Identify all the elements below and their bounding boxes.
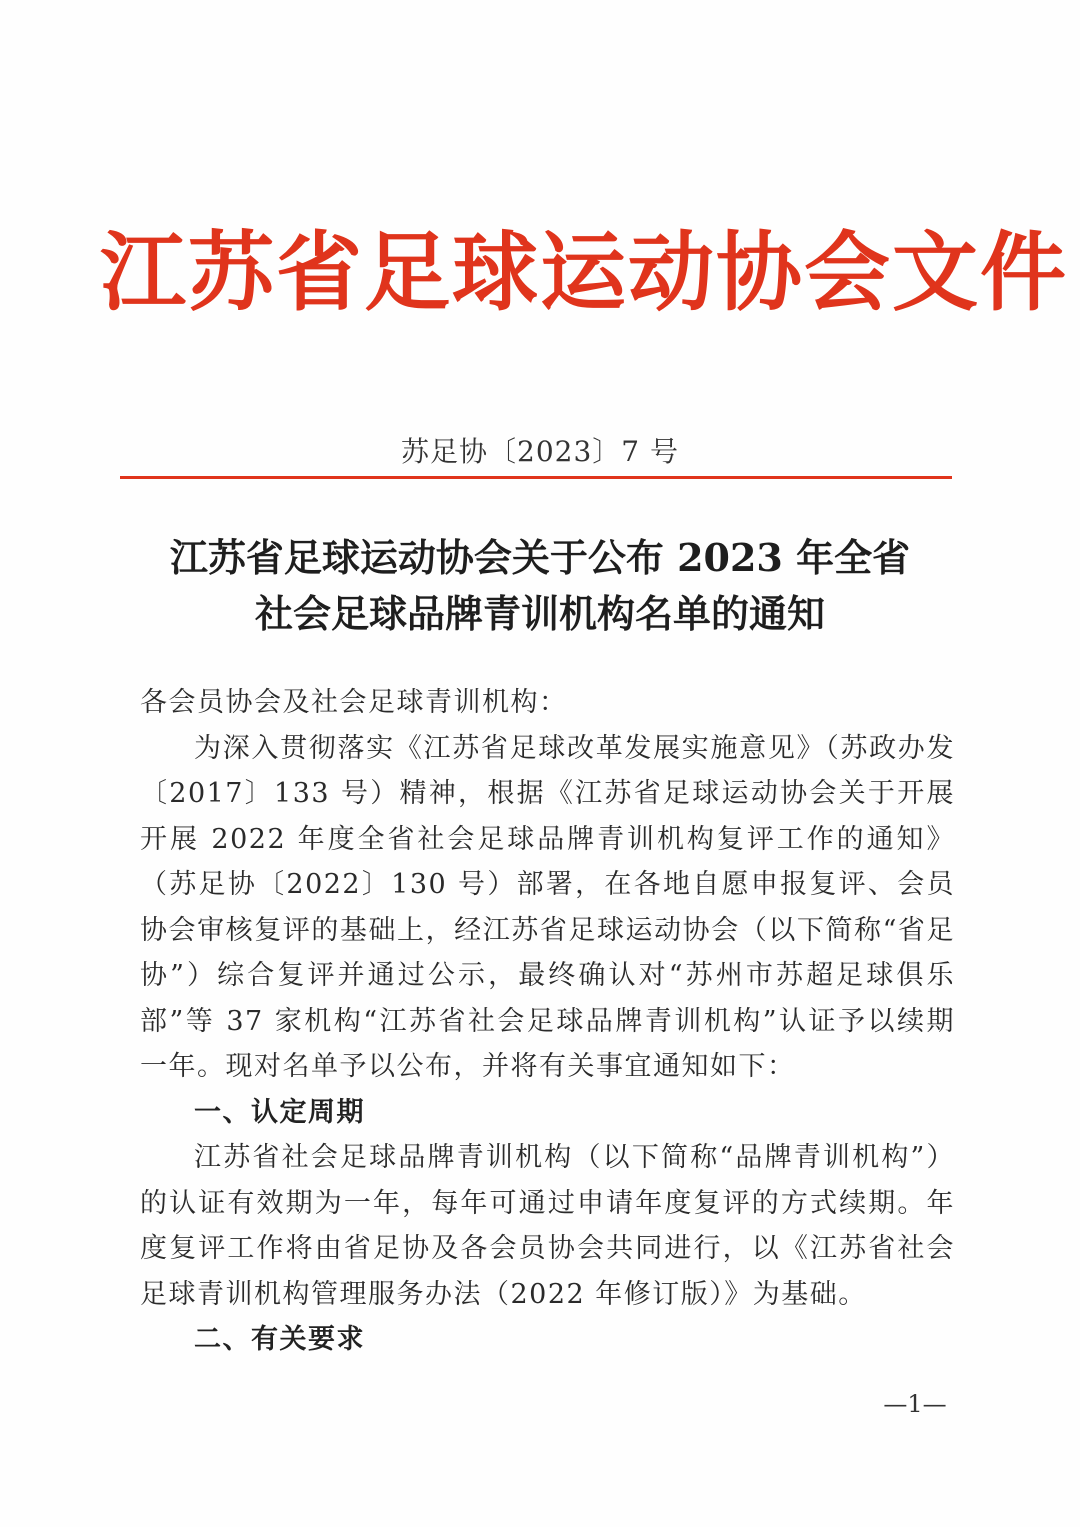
- section-heading-1: 一、认定周期: [194, 1096, 365, 1128]
- masthead-title: 江苏省足球运动协会文件: [100, 223, 1068, 323]
- page-number: —1—: [883, 1390, 947, 1418]
- document-body: [140, 680, 955, 1363]
- document-number: 苏足协〔2023〕7 号: [401, 435, 679, 468]
- red-divider-line: [120, 476, 952, 479]
- paragraph-certification-period: 江苏省社会足球品牌青训机构（以下简称“品牌青训机构”）的认证有效期为一年，每年可通过申请年度复评的方式续期。年度复评工作将由省足协及各会员协会共同进行，以《江苏省社会足球青训机构管理服务办法（2022 年修订版）》为基础。: [140, 1142, 955, 1310]
- title-line-2: 社会足球品牌青训机构名单的通知: [254, 591, 825, 636]
- section-heading-2: 二、有关要求: [194, 1324, 365, 1355]
- salutation: 各会员协会及社会足球青训机构：: [140, 687, 568, 718]
- title-line-1: 江苏省足球运动协会关于公布 2023 年全省: [169, 535, 911, 580]
- document-title: [60, 530, 1020, 642]
- paragraph-intro: 为深入贯彻落实《江苏省足球改革发展实施意见》（苏政办发〔2017〕133 号）精神，根据《江苏省足球运动协会关于开展开展 2022 年度全省社会足球品牌青训机构复评工作的通知》（苏足协〔2022〕130 号）部署，在各地自愿申报复评、会员协会审核复评的基础上，经江苏省足球运动协会（以下简称“省足协”）综合复评并通过公示，最终确认对“苏州市苏超足球俱乐部”等 37 家机构“江苏省社会足球品牌青训机构”认证予以续期一年。现对名单予以公布，并将有关事宜通知如下：: [140, 732, 955, 1082]
